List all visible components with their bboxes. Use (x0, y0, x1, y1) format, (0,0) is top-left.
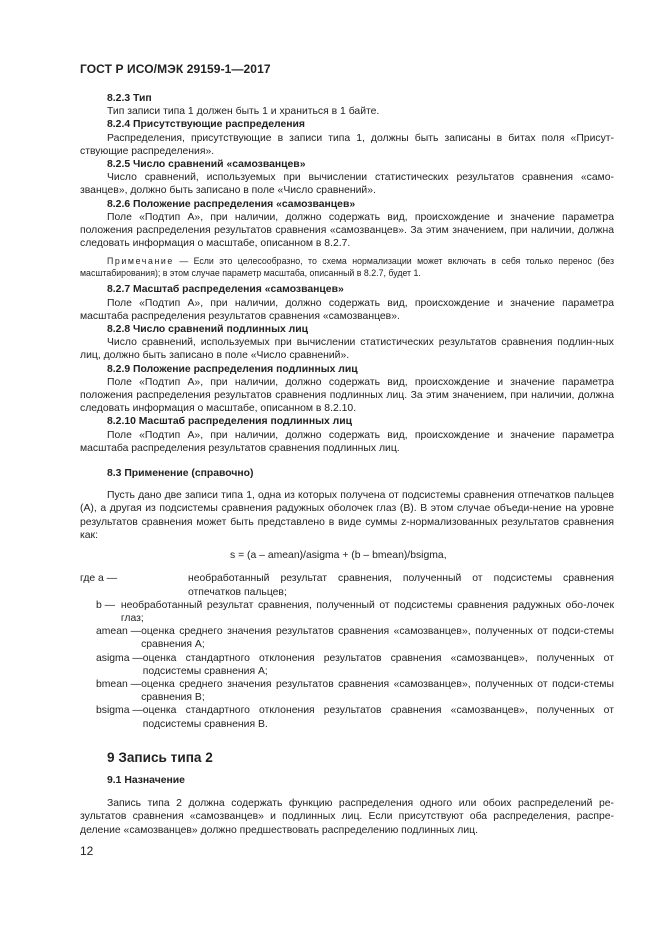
where-text: оценка стандартного отклонения результатов сравнения «самозванцев», полученных от подсистемы сравнения B. (142, 705, 614, 730)
document-header: ГОСТ Р ИСО/МЭК 29159-1—2017 (80, 62, 271, 76)
paragraph-8-3: Пусть дано две записи типа 1, одна из которых получена от подсистемы сравнения отпечатков пальцев (A), а другая из подсистемы сравнения радужных оболочек глаз (B). В этом случае объеди-нение на уровне результатов сравнения может быть представлено в виде суммы z-нормализованных результатов сравнения как: (80, 490, 614, 541)
heading-8-2-9: 8.2.9 Положение распределения подлинных лиц (107, 363, 358, 375)
paragraph-8-2-4: Распределения, присутствующие в записи типа 1, должны быть записаны в битах поля «Присут-ствующие распределения». (80, 132, 614, 157)
paragraph-8-2-6: Поле «Подтип A», при наличии, должно содержать вид, происхождение и значение параметра положения распределения результатов сравнения «самозванцев». За этим значением, при наличии, должна следовать информация о масштабе, описанном в 8.2.7. (80, 211, 614, 250)
paragraph-8-2-8: Число сравнений, используемых при вычислении статистических результатов сравнения подлин-ных лиц, должно быть записано в поле «Число сравнений». (80, 337, 614, 362)
heading-8-2-3: 8.2.3 Тип (107, 93, 152, 104)
paragraph-8-2-5: Число сравнений, используемых при вычислении статистических результатов сравнения «само-званцев», должно быть записано в поле «Число сравнений». (80, 172, 614, 197)
where-term: amean — (96, 626, 142, 638)
note-block (80, 255, 614, 279)
where-text: необработанный результат сравнения, полученный от подсистемы сравнения отпечатков пальцев; (188, 573, 614, 598)
where-term: где a — (80, 573, 118, 585)
where-text: оценка среднего значения результатов сравнения «самозванцев», полученных от подси-стемы сравнения B; (141, 678, 614, 704)
heading-8-2-5: 8.2.5 Число сравнений «самозванцев» (107, 159, 306, 171)
where-item-bsigma (80, 704, 614, 730)
heading-8-2-4: 8.2.4 Присутствующие распределения (107, 119, 305, 131)
heading-8-2-8: 8.2.8 Число сравнений подлинных лиц (107, 324, 308, 336)
heading-8-3: 8.3 Применение (справочно) (107, 468, 254, 480)
where-term: asigma — (96, 652, 143, 664)
page-content (80, 92, 614, 837)
where-term: bsigma — (96, 705, 143, 717)
where-item-bmean (80, 678, 614, 704)
note-text: — Если это целесообразно, то схема нормализации может включать в себя только перенос (без масштабирования); в этом случае параметр масштаба, описанный в 8.2.7, будет 1. (80, 256, 614, 279)
page-number: 12 (80, 844, 94, 858)
paragraph-8-2-7: Поле «Подтип A», при наличии, должно содержать вид, происхождение и значение параметра масштаба распределения результатов сравнения «самозванцев». (80, 297, 614, 322)
formula: s = (a – amean)/asigma + (b – bmean)/bsigma, (230, 550, 447, 562)
heading-8-2-7: 8.2.7 Масштаб распределения «самозванцев» (107, 284, 344, 296)
where-item-a (80, 572, 614, 598)
where-text: оценка стандартного отклонения результатов сравнения «самозванцев», полученных от подсистемы сравнения A; (142, 652, 614, 677)
where-term: b — (96, 599, 121, 611)
paragraph-8-2-9: Поле «Подтип A», при наличии, должно содержать вид, происхождение и значение параметра положения распределения результатов сравнения подлинных лиц. За этим значением, при наличии, должна следовать информация о масштабе, описанном в 8.2.10. (80, 376, 614, 415)
heading-9-1: 9.1 Назначение (107, 774, 185, 786)
heading-8-2-6: 8.2.6 Положение распределения «самозванцев» (107, 198, 356, 210)
note-label: Примечание (107, 256, 174, 267)
paragraph-8-2-10: Поле «Подтип A», при наличии, должно содержать вид, происхождение и значение параметра масштаба распределения результатов сравнения подлинных лиц. (80, 429, 614, 454)
paragraph-8-2-3: Тип записи типа 1 должен быть 1 и храниться в 1 байте. (107, 106, 380, 118)
where-text: оценка среднего значения результатов сравнения «самозванцев», полученных от подси-стемы сравнения A; (141, 626, 614, 651)
where-text: необработанный результат сравнения, полученный от подсистемы сравнения радужных обо-лочек глаз; (120, 599, 614, 624)
paragraph-9-1: Запись типа 2 должна содержать функцию распределения одного или обоих распределений ре-зультатов сравнения «самозванцев» и подлинных лиц. Если присутствуют оба распределения, распре-деление «самозванцев» должно предшествовать распределению подлинных лиц. (80, 798, 614, 836)
where-term: bmean — (96, 678, 142, 690)
heading-9: 9 Запись типа 2 (107, 749, 213, 765)
where-item-b (80, 599, 614, 625)
where-item-asigma (80, 652, 614, 678)
where-item-amean (80, 625, 614, 651)
heading-8-2-10: 8.2.10 Масштаб распределения подлинных лиц (107, 416, 353, 428)
